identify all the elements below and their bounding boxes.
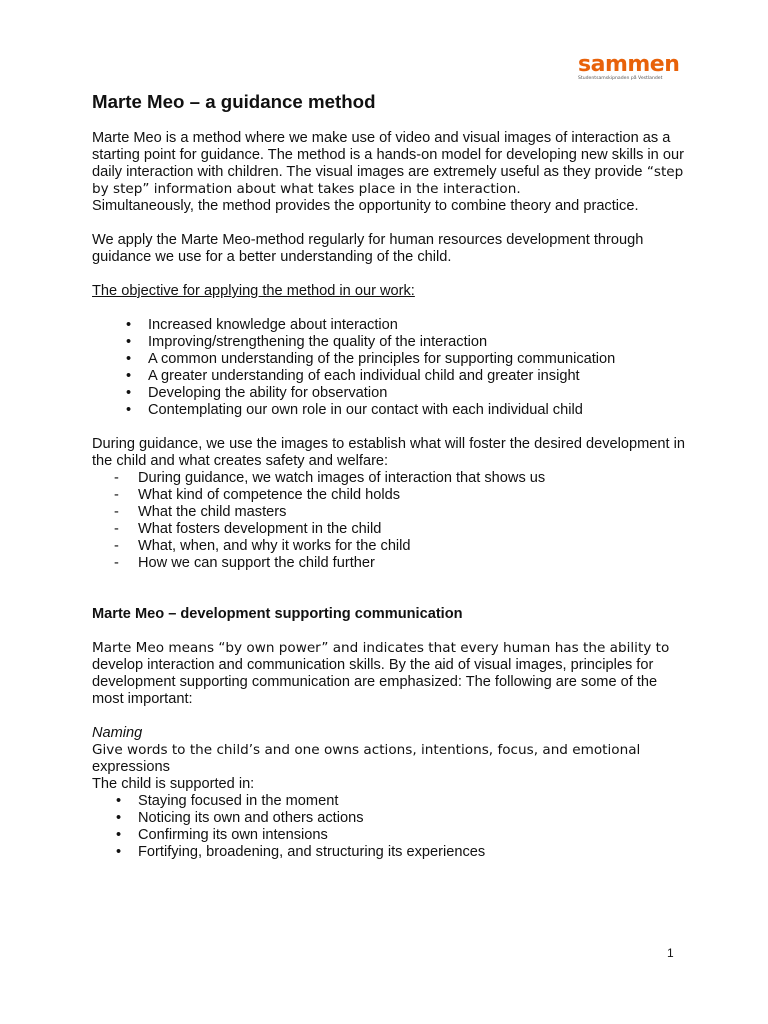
list-item: - During guidance, we watch images of interaction that shows us xyxy=(114,470,546,486)
naming-description xyxy=(92,742,692,776)
list-item: - What kind of competence the child holds xyxy=(114,487,401,503)
dash-icon: - xyxy=(114,538,119,554)
intro-paragraph-1 xyxy=(92,130,692,215)
guidance-list xyxy=(92,470,692,572)
intro-paragraph-2: We apply the Marte Meo-method regularly for human resources development through guidance we use for a better understanding of the child. xyxy=(92,232,644,265)
intro-text-b: “step by step” information about what takes place in the interaction. xyxy=(92,164,684,197)
dash-icon: - xyxy=(114,504,119,520)
bullet-icon: • xyxy=(126,317,132,333)
list-item: • Confirming its own intensions xyxy=(116,827,328,843)
list-item: • Developing the ability for observation xyxy=(126,385,388,401)
list-item: • Fortifying, broadening, and structuring its experiences xyxy=(116,844,486,860)
objective-heading: The objective for applying the method in our work: xyxy=(92,283,415,299)
bullet-icon: • xyxy=(126,334,132,350)
bullet-icon: • xyxy=(126,402,132,418)
logo-wordmark: sammen xyxy=(578,52,680,77)
dash-icon: - xyxy=(114,521,119,537)
list-item: • Contemplating our own role in our contact with each individual child xyxy=(126,402,583,418)
document-body xyxy=(92,90,692,861)
list-item: • Increased knowledge about interaction xyxy=(126,317,398,333)
list-item: - What the child masters xyxy=(114,504,287,520)
dash-icon: - xyxy=(114,470,119,486)
list-item: • Staying focused in the moment xyxy=(116,793,339,809)
list-item: - How we can support the child further xyxy=(114,555,375,571)
page-title: Marte Meo – a guidance method xyxy=(92,91,376,112)
list-item: • A greater understanding of each individual child and greater insight xyxy=(126,368,580,384)
section2-text-a: Marte Meo means “by own power” and indicates that every human has the ability to xyxy=(92,640,670,656)
logo-subtitle: Studentsamskipnaden på Vestlandet xyxy=(578,76,663,81)
guidance-intro: During guidance, we use the images to establish what will foster the desired development in the child and what creates safety and welfare: xyxy=(92,436,685,469)
page-number: 1 xyxy=(667,946,674,960)
bullet-icon: • xyxy=(116,810,122,826)
naming-heading: Naming xyxy=(92,725,143,741)
dash-icon: - xyxy=(114,555,119,571)
list-item: • A common understanding of the principles for supporting communication xyxy=(126,351,616,367)
naming-text-a: Give words to the child’s and one owns actions, intentions, focus, and emotional xyxy=(92,742,641,758)
intro-text-a: Marte Meo is a method where we make use of video and visual images of interaction as a starting point for guidance. The method is a hands-on model for developing new skills in our daily interaction with children. The visual images are extremely useful as they provide xyxy=(92,130,684,180)
supported-intro: The child is supported in: xyxy=(92,776,255,792)
list-item: - What fosters development in the child xyxy=(114,521,382,537)
bullet-icon: • xyxy=(126,368,132,384)
section2-paragraph xyxy=(92,640,692,708)
section-heading: Marte Meo – development supporting communication xyxy=(92,606,463,622)
bullet-icon: • xyxy=(126,385,132,401)
list-item: • Improving/strengthening the quality of the interaction xyxy=(126,334,488,350)
bullet-icon: • xyxy=(116,844,122,860)
list-item: - What, when, and why it works for the child xyxy=(114,538,411,554)
sammen-logo xyxy=(578,52,680,82)
list-item: • Noticing its own and others actions xyxy=(116,810,364,826)
bullet-icon: • xyxy=(116,793,122,809)
naming-text-b: expressions xyxy=(92,759,170,775)
bullet-icon: • xyxy=(126,351,132,367)
intro-text-c: Simultaneously, the method provides the opportunity to combine theory and practice. xyxy=(92,198,639,214)
supported-list xyxy=(92,793,692,861)
bullet-icon: • xyxy=(116,827,122,843)
dash-icon: - xyxy=(114,487,119,503)
objective-list xyxy=(92,317,692,419)
section2-text-b: develop interaction and communication skills. By the aid of visual images, principles for development supporting communication are emphasized: The following are some of the most important: xyxy=(92,657,658,707)
